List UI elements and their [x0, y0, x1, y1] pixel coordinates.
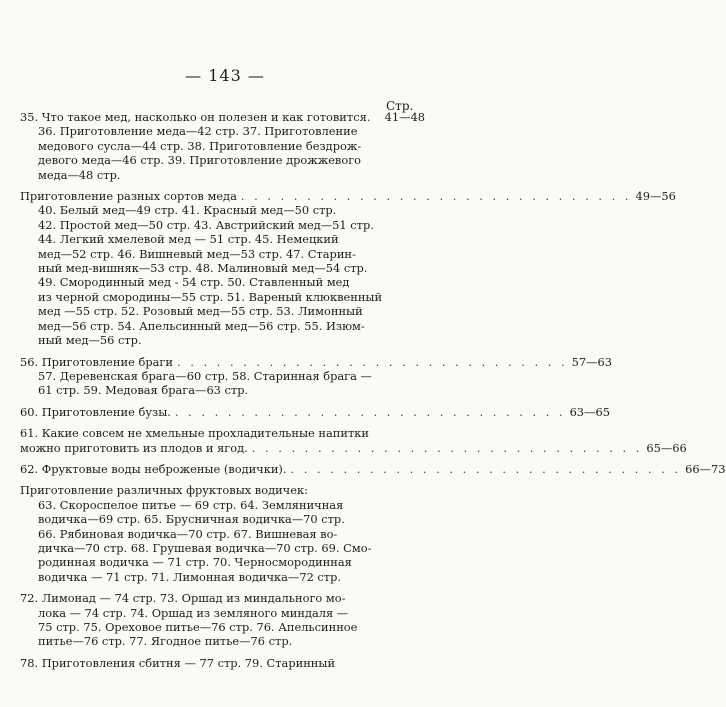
toc-entry-title: 56. Приготовление браги: [20, 354, 173, 369]
toc-subentry-line: родинная водичка — 71 стр. 70. Черносмородинная: [38, 555, 352, 570]
toc-subentries: [20, 606, 425, 649]
toc-entry: [20, 354, 612, 398]
toc-subentry-line: медового сусла—44 стр. 38. Приготовление бездрож-: [38, 138, 362, 153]
toc-entry-title: 62. Фруктовые воды неброженые (водички).: [20, 461, 287, 476]
dot-leader: . . . . . . . . . . . . . . . . . . . . . . . . . . . . . .: [176, 354, 568, 369]
toc-entry-title: 72. Лимонад — 74 стр. 73. Оршад из миндального мо-: [20, 591, 346, 606]
toc-subentry-line: девого меда—46 стр. 39. Приготовление дрожжевого: [38, 153, 362, 168]
toc-page-range: 65—66: [646, 440, 687, 455]
dot-leader: . . . . . . . . . . . . . . . . . . . . . . . . . . . . . .: [251, 440, 643, 455]
page-number: — 143 —: [185, 66, 265, 85]
toc-subentry-line: мед —55 стр. 52. Розовый мед—55 стр. 53. Лимонный: [38, 304, 363, 319]
toc-subentry-line: питье—76 стр. 77. Ягодное питье—76 стр.: [38, 634, 293, 649]
toc-subentry-line: 44. Легкий хмелевой мед — 51 стр. 45. Немецкий: [38, 232, 339, 247]
toc-subentry-line: ный мед-вишняк—53 стр. 48. Малиновый мед—54 стр.: [38, 261, 368, 276]
toc-subentry-line: лока — 74 стр. 74. Оршад из земляного миндаля —: [38, 605, 349, 620]
toc-subentry-line: мед—52 стр. 46. Вишневый мед—53 стр. 47. Старин-: [38, 246, 356, 261]
toc-entry-title: 60. Приготовление бузы.: [20, 404, 171, 419]
toc-entry-line: [20, 354, 612, 369]
toc-page-range: 63—65: [569, 404, 610, 419]
toc-entry-line: [20, 440, 687, 455]
toc-entry-line: [20, 426, 425, 440]
toc-entry-title: 61. Какие совсем не хмельные прохладительные напитки: [20, 426, 369, 441]
toc-entry-title: 35. Что такое мед, насколько он полезен и как готовится.: [20, 110, 371, 124]
toc-subentries: [20, 369, 425, 398]
toc-entry: [20, 110, 425, 182]
toc-subentry-line: 66. Рябиновая водичка—70 стр. 67. Вишневая во-: [38, 526, 338, 541]
toc-entry: [20, 591, 425, 649]
table-of-contents: [20, 110, 726, 670]
toc-entry-line: [20, 189, 676, 204]
dot-leader: . . . . . . . . . . . . . . . . . . . . . . . . . . . . . .: [174, 404, 566, 419]
toc-entry-title: 78. Приготовления сбитня — 77 стр. 79. Старинный: [20, 655, 336, 670]
toc-entry: [20, 461, 726, 476]
dot-leader: . . . . . . . . . . . . . . . . . . . . . . . . . . . . . .: [240, 189, 632, 204]
toc-subentries: [20, 498, 425, 584]
toc-subentry-line: ный мед—56 стр.: [38, 333, 142, 348]
page-column-header: Стр.: [386, 99, 414, 113]
toc-entry-line: [20, 110, 425, 124]
toc-subentries: [20, 203, 425, 347]
toc-subentry-line: 61 стр. 59. Медовая брага—63 стр.: [38, 383, 249, 398]
dot-leader: . . . . . . . . . . . . . . . . . . . . . . . . . . . . . .: [290, 461, 682, 476]
toc-entry: [20, 483, 425, 584]
toc-page-range: 66—73: [685, 461, 726, 476]
toc-subentry-line: водичка — 71 стр. 71. Лимонная водичка—72 стр.: [38, 569, 342, 584]
toc-subentry-line: из черной смородины—55 стр. 51. Вареный клюквенный: [38, 289, 383, 304]
toc-page-range: 49—56: [635, 189, 676, 204]
toc-subentry-line: 36. Приготовление меда—42 стр. 37. Приготовление: [38, 124, 358, 139]
toc-entry-line: [20, 483, 425, 497]
toc-page-range: 41—48: [384, 110, 425, 124]
toc-page-range: 57—63: [571, 354, 612, 369]
toc-subentry-line: 40. Белый мед—49 стр. 41. Красный мед—50 стр.: [38, 203, 337, 218]
toc-entry-title: Приготовление различных фруктовых водичек:: [20, 483, 308, 498]
toc-subentry-line: мед—56 стр. 54. Апельсинный мед—56 стр. 55. Изюм-: [38, 318, 365, 333]
toc-entry-line: [20, 656, 425, 670]
toc-entry: [20, 656, 425, 670]
toc-subentry-line: 75 стр. 75. Ореховое питье—76 стр. 76. Апельсинное: [38, 620, 358, 634]
toc-subentry-line: 63. Скороспелое питье — 69 стр. 64. Земляничная: [38, 497, 344, 512]
toc-entry-title: можно приготовить из плодов и ягод.: [20, 440, 248, 455]
toc-subentry-line: водичка—69 стр. 65. Брусничная водичка—70 стр.: [38, 512, 345, 527]
toc-subentry-line: 49. Смородинный мед - 54 стр. 50. Ставленный мед: [38, 275, 350, 290]
toc-entry-line: [20, 404, 610, 419]
toc-subentries: [20, 124, 425, 182]
toc-entry: [20, 404, 610, 419]
toc-subentry-line: меда—48 стр.: [38, 167, 121, 182]
toc-entry-line: [20, 591, 425, 605]
toc-entry-line: [20, 461, 726, 476]
toc-entry: [20, 426, 687, 455]
toc-entry-title: Приготовление разных сортов меда: [20, 189, 237, 204]
toc-subentry-line: 57. Деревенская брага—60 стр. 58. Старинная брага —: [38, 368, 372, 383]
toc-entry: [20, 189, 676, 348]
toc-subentry-line: 42. Простой мед—50 стр. 43. Австрийский мед—51 стр.: [38, 217, 374, 232]
toc-subentry-line: дичка—70 стр. 68. Грушевая водичка—70 стр. 69. Смо-: [38, 540, 372, 555]
